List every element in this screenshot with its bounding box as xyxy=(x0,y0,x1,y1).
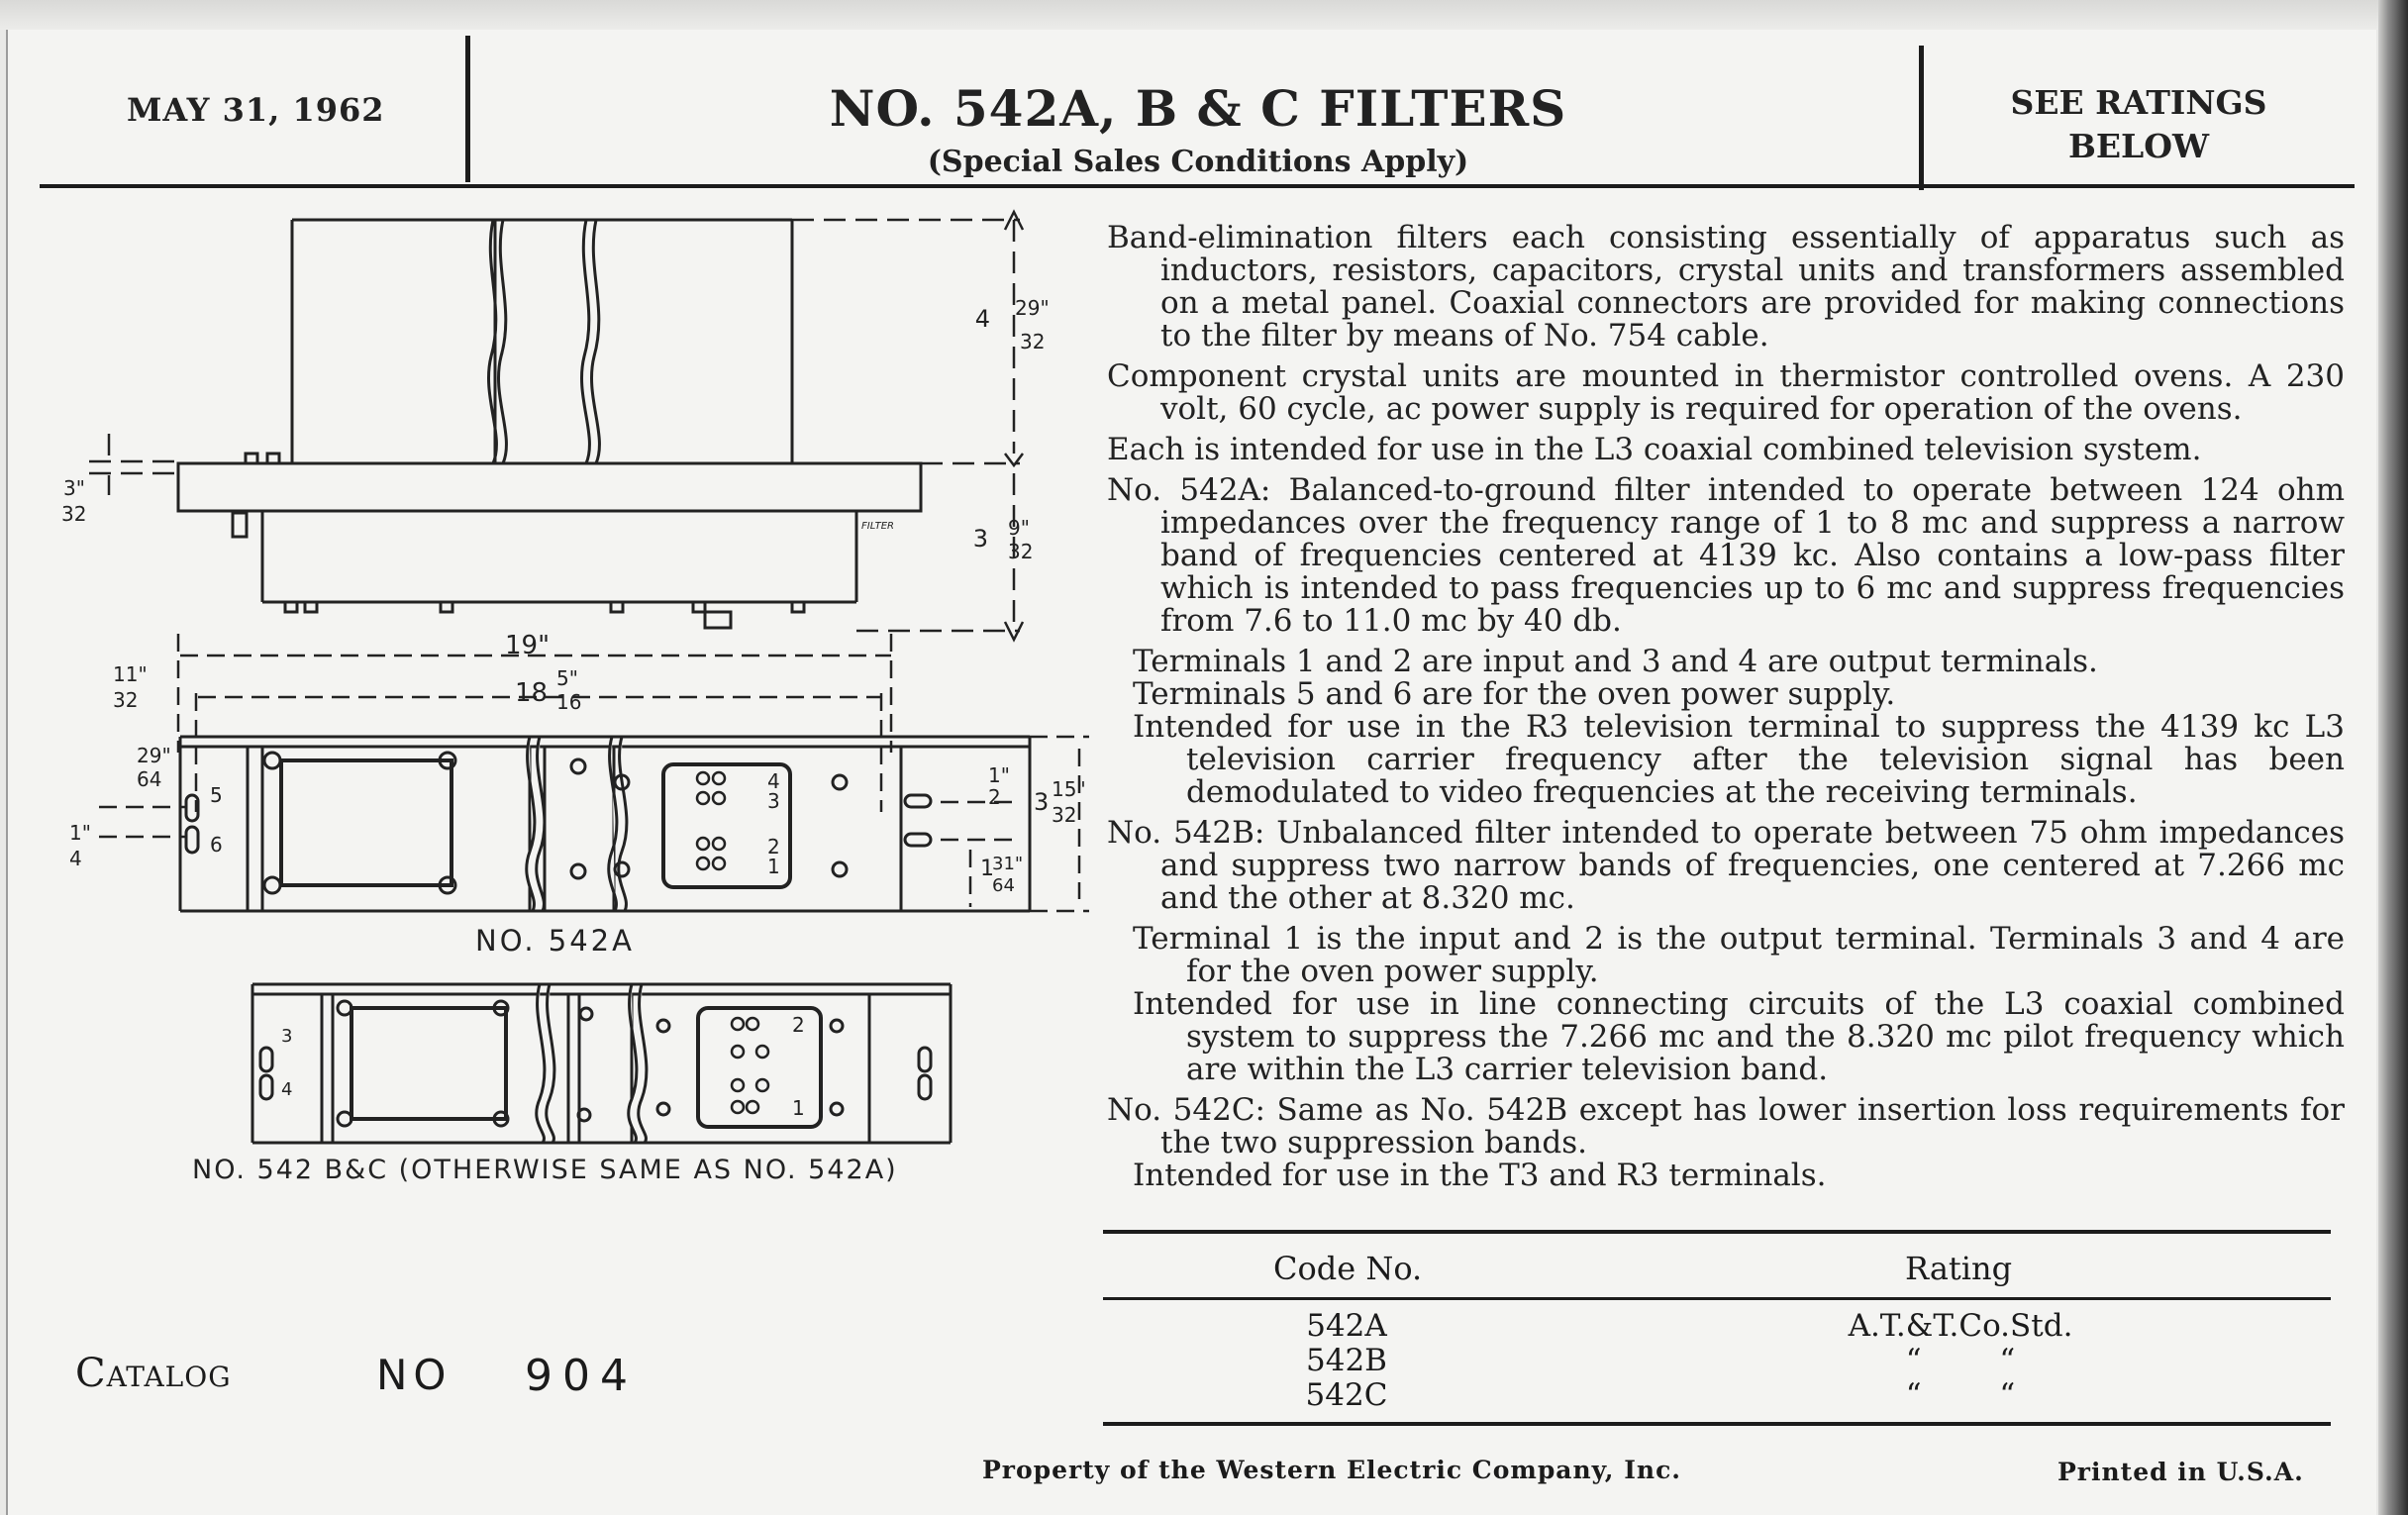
dim-panel-den: 32 xyxy=(61,502,87,526)
filter-drawing xyxy=(40,198,1089,1208)
desc-paragraph: Intended for use in line connecting circuits of the L3 coaxial combined system to suppress the 7.266 mc and the 8.320 mc pilot frequency which are within the L3 carrier television band. xyxy=(1133,986,2345,1087)
dim-11-32-den: 32 xyxy=(113,688,139,712)
catalog-no: NO xyxy=(376,1351,452,1399)
terminal-label: 1 xyxy=(792,1096,805,1120)
header-ratings-note xyxy=(1931,81,2347,168)
dim-1-4: 1" xyxy=(69,821,91,845)
table-cell-rating: A.T.&T.Co.Std. xyxy=(1848,1308,2073,1344)
table-cell-rating: “ “ xyxy=(1905,1377,2016,1413)
dim-1-31-64-den: 64 xyxy=(992,875,1015,896)
dim-width-19: 19" xyxy=(505,631,551,660)
dim-29-64-den: 64 xyxy=(137,767,162,791)
description xyxy=(1107,222,2345,1200)
terminal-label: 2 xyxy=(767,835,780,858)
table-bottom-rule xyxy=(1103,1422,2331,1426)
dim-3-15-32: 3 xyxy=(1034,788,1050,816)
terminal-label: 5 xyxy=(210,783,223,807)
scan-edge xyxy=(2378,0,2408,1515)
dim-1-31-64: 1 xyxy=(980,857,994,881)
desc-paragraph: Terminal 1 is the input and 2 is the output terminal. Terminals 3 and 4 are for the oven power supply. xyxy=(1133,921,2345,989)
label-542bc: NO. 542 B&C (OTHERWISE SAME AS NO. 542A) xyxy=(192,1155,898,1185)
front-view-542bc xyxy=(252,984,951,1143)
filter-mark: FILTER xyxy=(861,521,894,532)
desc-paragraph: Intended for use in the R3 television terminal to suppress the 4139 kc L3 television carrier frequency after the television signal has been demodulated to video frequencies at the receiving terminals. xyxy=(1133,709,2345,810)
dim-height-bottom-frac: 9" xyxy=(1008,516,1030,540)
table-cell-code: 542B xyxy=(1306,1343,1387,1378)
footer-printed: Printed in U.S.A. xyxy=(2057,1458,2304,1486)
dim-panel: 3" xyxy=(63,476,85,500)
desc-paragraph: Terminals 5 and 6 are for the oven power supply. xyxy=(1133,676,1896,712)
dim-3-15-32-den: 32 xyxy=(1052,803,1077,827)
side-view xyxy=(89,212,1023,640)
ratings-line-1: SEE RATINGS xyxy=(2010,83,2267,122)
top-edge xyxy=(0,0,2408,30)
dim-height-top-frac: 29" xyxy=(1015,296,1050,320)
header-divider-right xyxy=(1919,46,1924,190)
desc-paragraph: Component crystal units are mounted in thermistor controlled ovens. A 230 volt, 60 cycle, ac power supply is required for operation of the ovens. xyxy=(1107,358,2345,427)
table-cell-code: 542A xyxy=(1306,1308,1387,1344)
label-542a: NO. 542A xyxy=(475,924,635,958)
dim-11-32: 11" xyxy=(113,662,148,686)
dim-1-4-den: 4 xyxy=(69,847,82,870)
desc-paragraph-542c: No. 542C: Same as No. 542B except has lower insertion loss requirements for the two suppression bands. xyxy=(1107,1092,2345,1161)
table-header-rule xyxy=(1103,1297,2331,1300)
header-date: MAY 31, 1962 xyxy=(127,91,385,129)
terminal-label: 3 xyxy=(767,789,780,813)
front-view-542a xyxy=(99,634,1089,911)
desc-paragraph: Band-elimination filters each consisting essentially of apparatus such as inductors, resistors, capacitors, crystal units and transformers assembled on a metal panel. Coaxial connectors are provided for making connections to the filter by means of No. 754 cable. xyxy=(1107,220,2345,354)
header-divider-left xyxy=(465,36,470,182)
dim-height-top-den: 32 xyxy=(1020,330,1046,354)
catalog-label: Catalog xyxy=(75,1351,232,1396)
page-subtitle: (Special Sales Conditions Apply) xyxy=(927,145,1469,179)
terminal-label: 1 xyxy=(767,855,780,878)
dim-height-bottom: 3 xyxy=(972,525,988,553)
dim-1-31-64-frac: 31" xyxy=(992,854,1024,874)
table-cell-code: 542C xyxy=(1305,1377,1388,1413)
terminal-label: 4 xyxy=(281,1079,293,1100)
terminal-label: 2 xyxy=(792,1013,805,1037)
dim-width-18-den: 16 xyxy=(556,690,582,714)
desc-paragraph: Each is intended for use in the L3 coaxial combined television system. xyxy=(1107,432,2202,467)
catalog-number: 904 xyxy=(525,1351,638,1401)
dim-1-2-den: 2 xyxy=(988,785,1001,809)
table-header-code: Code No. xyxy=(1273,1250,1423,1287)
dim-width-18: 18 xyxy=(515,678,549,708)
header-rule xyxy=(40,184,2355,188)
dim-29-64: 29" xyxy=(137,744,171,767)
desc-paragraph-542b: No. 542B: Unbalanced filter intended to operate between 75 ohm impedances and suppress two narrow bands of frequencies, one centered at 7.266 mc and the other at 8.320 mc. xyxy=(1107,815,2345,916)
table-cell-rating: “ “ xyxy=(1905,1343,2016,1378)
dim-3-15-32-frac: 15" xyxy=(1052,777,1086,801)
footer-property: Property of the Western Electric Company, Inc. xyxy=(982,1456,1682,1484)
dim-height-top: 4 xyxy=(974,305,990,333)
terminal-label: 3 xyxy=(281,1026,293,1047)
desc-paragraph: Intended for use in the T3 and R3 terminals. xyxy=(1133,1158,1827,1193)
desc-paragraph: Terminals 1 and 2 are input and 3 and 4 are output terminals. xyxy=(1133,644,2098,679)
page-title: NO. 542A, B & C FILTERS xyxy=(829,79,1567,138)
table-header-rating: Rating xyxy=(1905,1250,2013,1287)
dim-height-bottom-den: 32 xyxy=(1008,540,1034,563)
terminal-label: 4 xyxy=(767,769,780,793)
table-top-rule xyxy=(1103,1230,2331,1234)
ratings-line-2: BELOW xyxy=(2067,127,2210,165)
dim-width-18-frac: 5" xyxy=(556,666,578,690)
desc-paragraph-542a: No. 542A: Balanced-to-ground filter intended to operate between 124 ohm impedances over the frequency range of 1 to 8 mc and suppress a narrow band of frequencies centered at 4139 kc. Also contains a low-pass filter which is intended to pass frequencies up to 6 mc and suppress frequencies from 7.6 to 11.0 mc by 40 db. xyxy=(1107,472,2345,639)
dim-1-2: 1" xyxy=(988,763,1010,787)
terminal-label: 6 xyxy=(210,833,223,857)
